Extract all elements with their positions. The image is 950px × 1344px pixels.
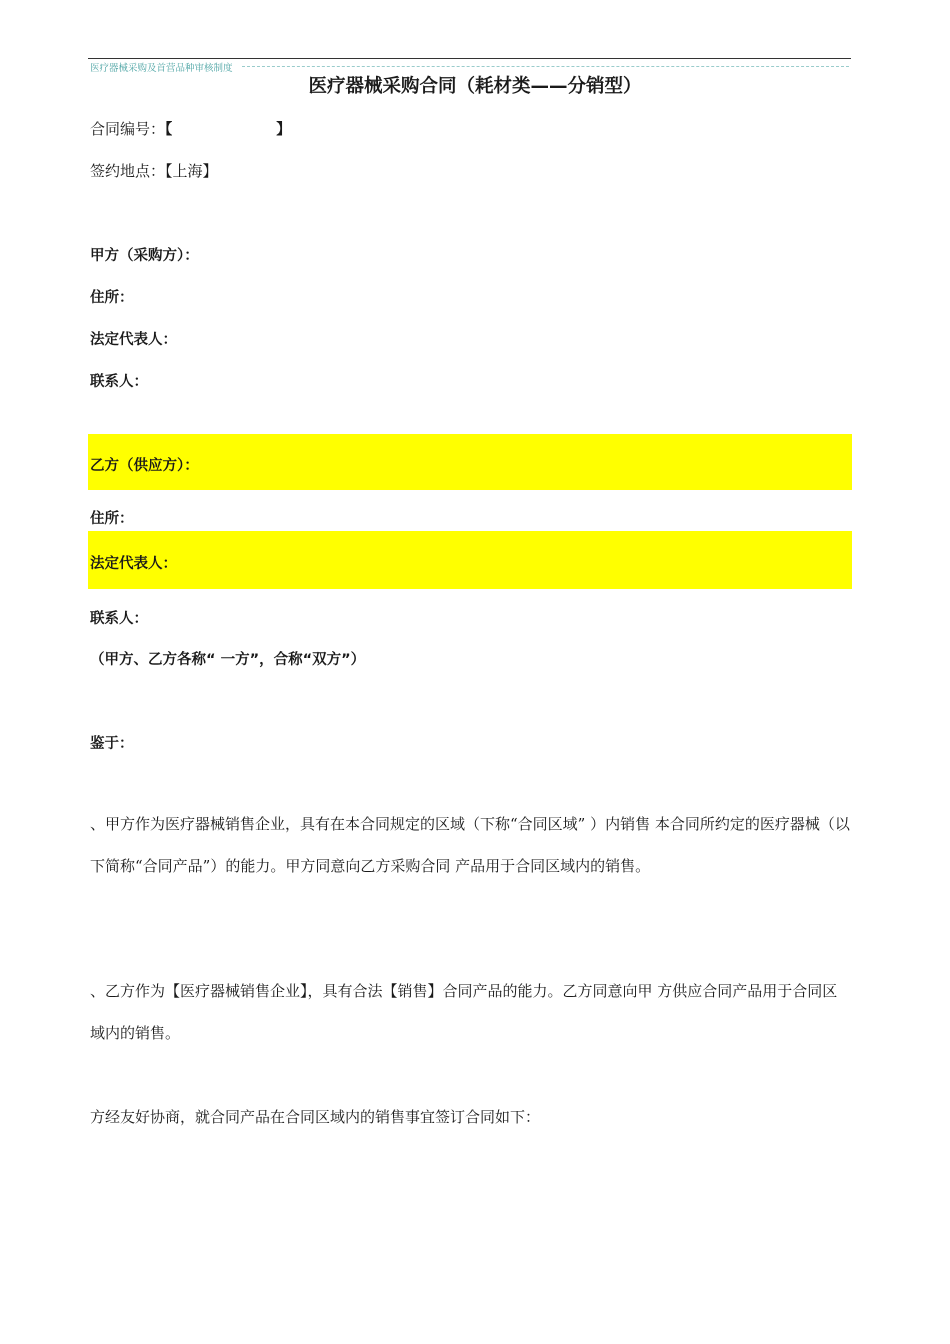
whereas-label: 鉴于： (90, 736, 134, 752)
party-b-contact-label: 联系人： (90, 611, 148, 627)
party-b-legal-rep-label: 法定代表人： (90, 556, 177, 572)
contract-number-close-bracket: 】 (276, 122, 291, 138)
document-title: 医疗器械采购合同（耗材类——分销型） (308, 76, 642, 97)
running-header: 医疗器械采购及首营品种审核制度 (90, 63, 233, 74)
parties-note: （甲方、乙方各称“ 一方”，合称“双方”） (90, 652, 366, 668)
highlight-party-b-name (88, 434, 852, 490)
party-a-contact-label: 联系人： (90, 374, 148, 390)
sign-place-value: 【上海】 (165, 162, 218, 180)
contract-number-open-bracket: 【 (165, 122, 173, 138)
header-dashed-leader (242, 66, 849, 67)
highlight-party-b-legal-rep (88, 531, 852, 589)
recital-clause-1: 、甲方作为医疗器械销售企业，具有在本合同规定的区域（下称“合同区域” ）内销售 本合同所约定的医疗器械（以下简称“合同产品”）的能力。甲方同意向乙方采购合同 产品用于合同区域内的销售。 (90, 815, 850, 875)
sign-place-line (90, 160, 218, 181)
recital-clause-3: 方经友好协商，就合同产品在合同区域内的销售事宜签订合同如下： (90, 1108, 541, 1126)
party-a-name-label: 甲方（采购方）： (90, 248, 199, 264)
party-a-address-label: 住所： (90, 290, 134, 306)
recital-clause-2: 、乙方作为【医疗器械销售企业】，具有合法【销售】合同产品的能力。乙方同意向甲 方供应合同产品用于合同区域内的销售。 (90, 982, 838, 1042)
contract-number-label: 合同编号： (90, 120, 166, 138)
party-b-address-label: 住所： (90, 511, 134, 527)
party-b-name-label: 乙方（供应方）： (90, 458, 199, 474)
party-a-legal-rep-label: 法定代表人： (90, 332, 177, 348)
contract-number-line (90, 118, 291, 139)
sign-place-label: 签约地点： (90, 162, 166, 180)
header-rule (88, 58, 851, 59)
